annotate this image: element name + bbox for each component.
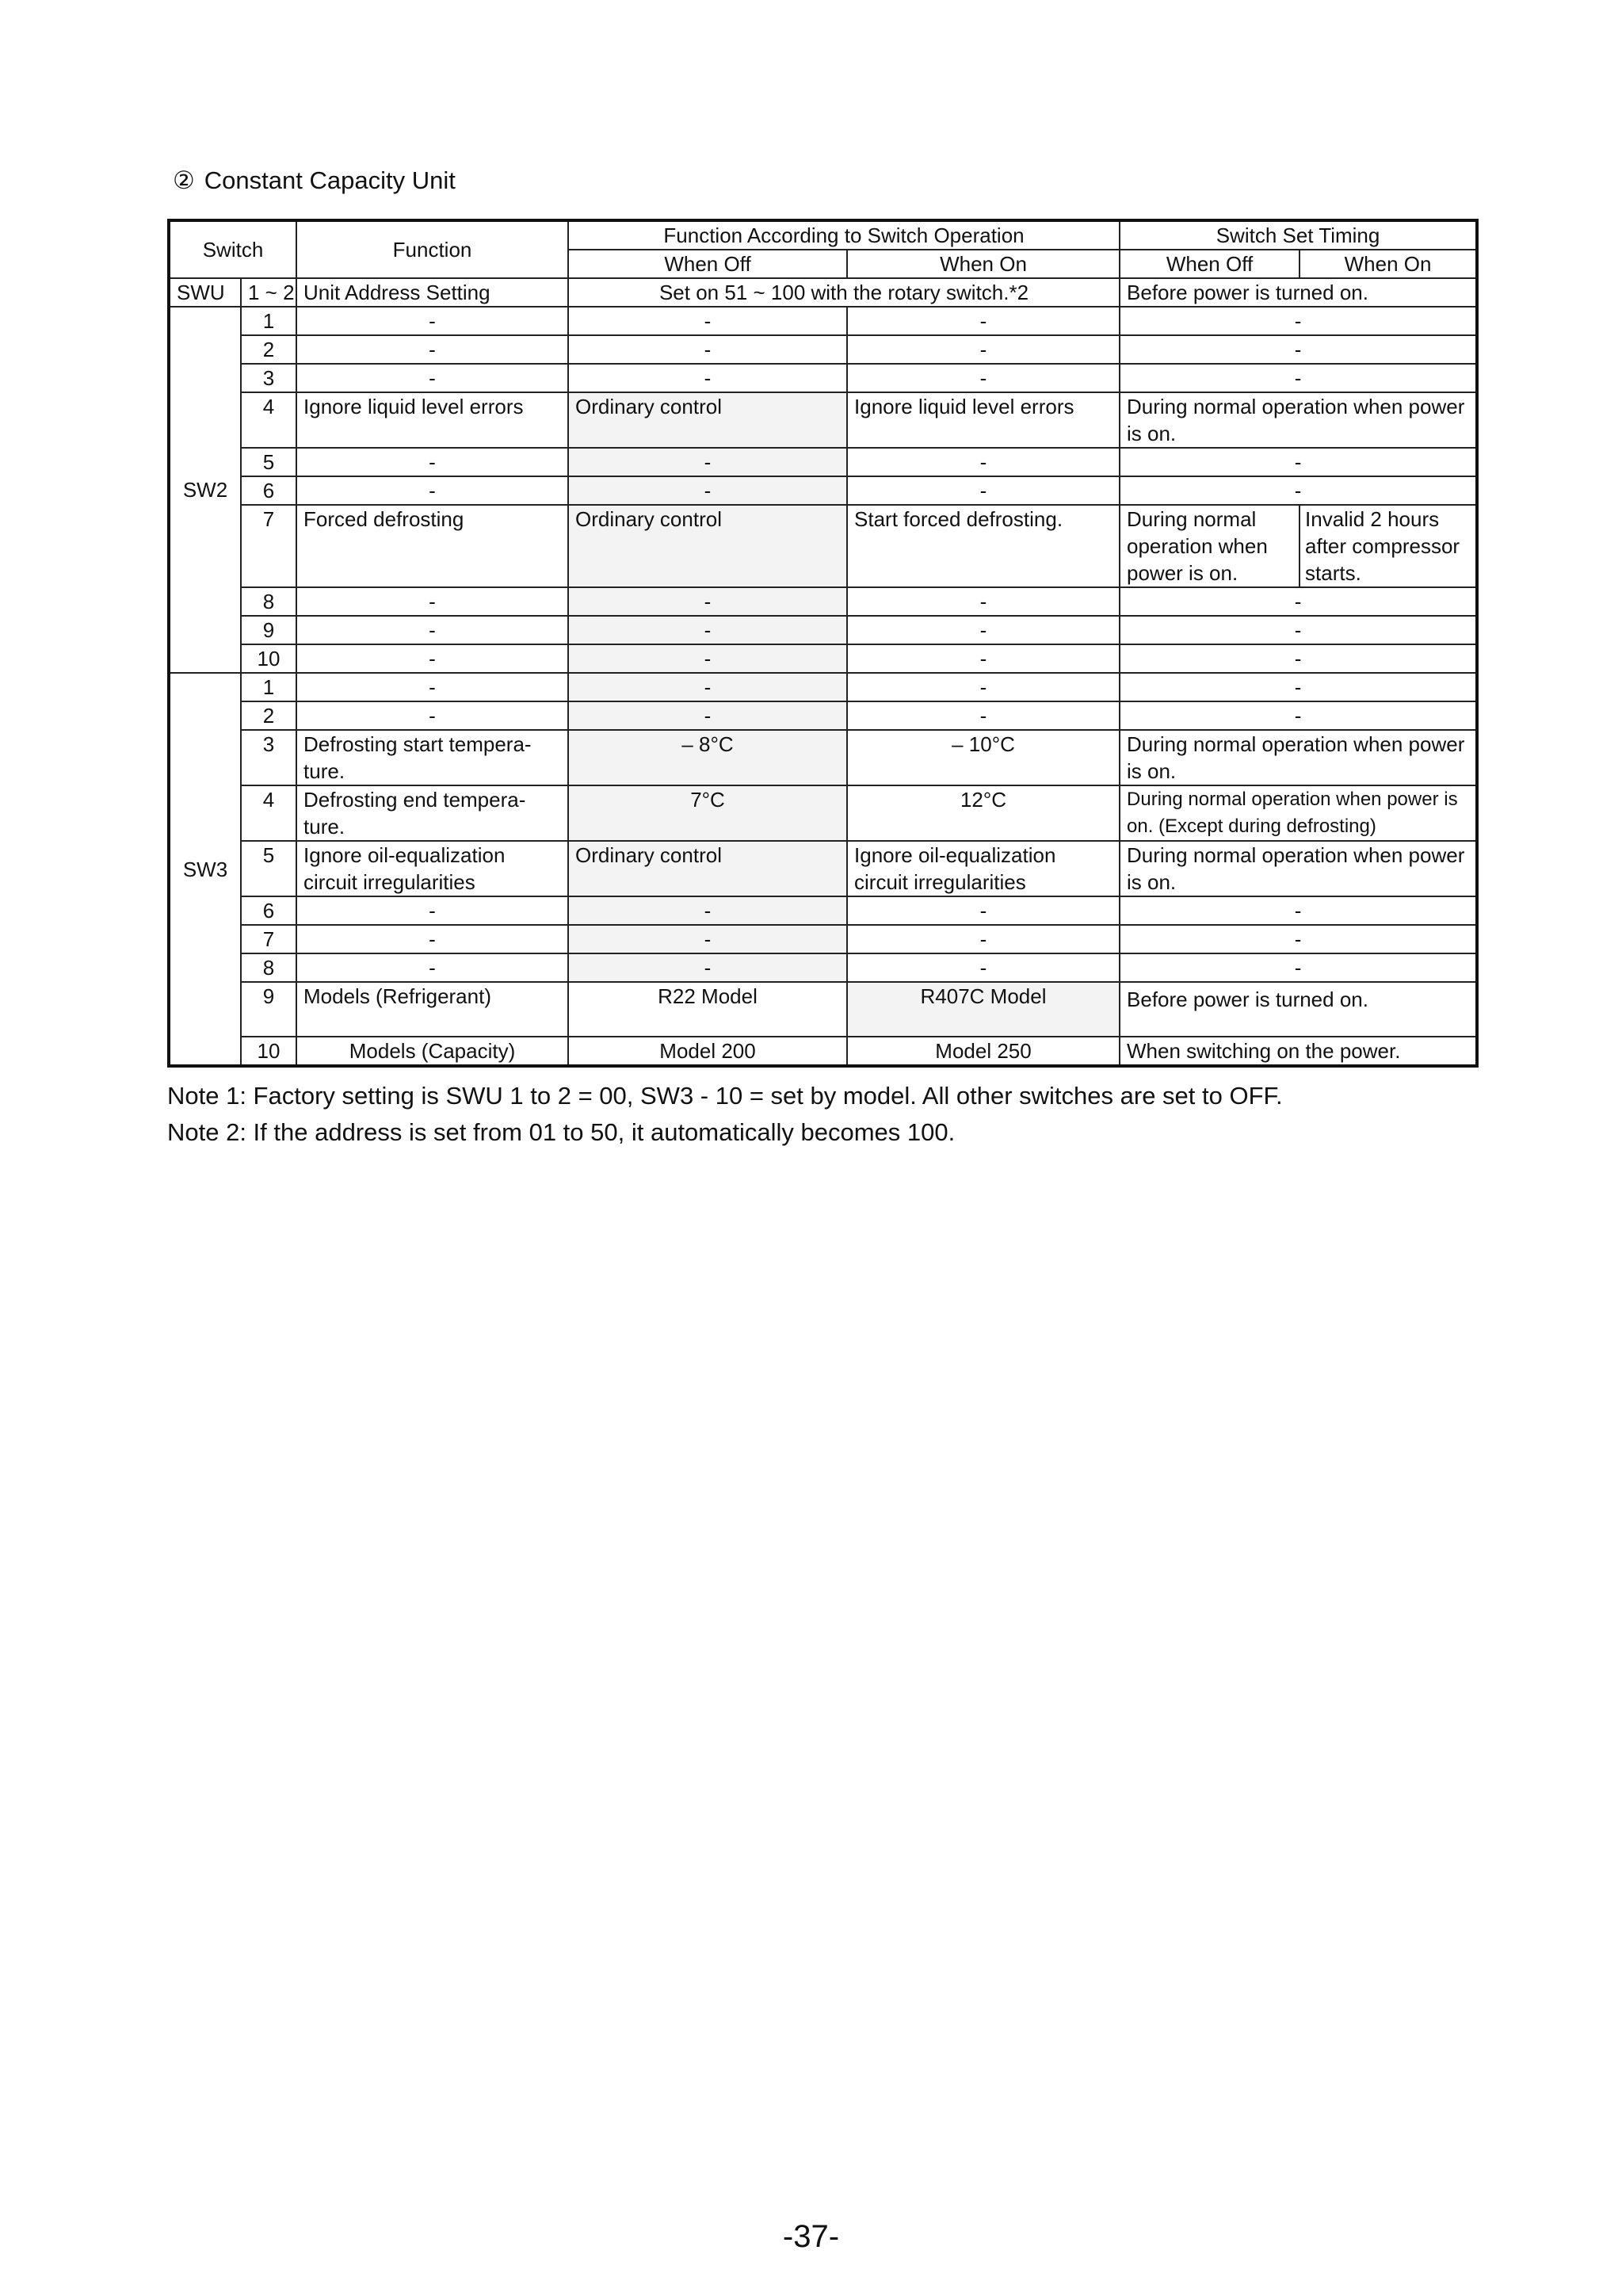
when-off-cell: Model 200 (568, 1037, 847, 1066)
switch-settings-table (167, 219, 1479, 1068)
switch-number: 1 ~ 2 (241, 278, 296, 307)
when-on-cell: - (847, 476, 1120, 505)
switch-number: 10 (241, 1037, 296, 1066)
when-off-cell: - (568, 953, 847, 982)
when-on-cell: - (847, 701, 1120, 730)
when-on-cell: - (847, 307, 1120, 335)
switch-group-label: SWU (169, 278, 241, 307)
when-on-cell: Ignore liquid level errors (847, 392, 1120, 448)
table-row (169, 1037, 1477, 1066)
timing-on-cell: Invalid 2 hours after compressor starts. (1300, 505, 1477, 587)
table-row (169, 982, 1477, 1037)
when-on-cell: - (847, 953, 1120, 982)
when-off-cell: - (568, 616, 847, 644)
timing-cell: During normal operation when power is on. (1120, 730, 1477, 785)
header-row (169, 220, 1477, 250)
function-cell: - (296, 701, 568, 730)
timing-cell: - (1120, 644, 1477, 673)
when-on-cell: - (847, 364, 1120, 392)
function-cell: - (296, 335, 568, 364)
function-cell: Defrosting start tempera-ture. (296, 730, 568, 785)
switch-group-label: SW2 (169, 307, 241, 673)
switch-group-label: SW3 (169, 673, 241, 1066)
table-row (169, 841, 1477, 896)
switch-number: 1 (241, 673, 296, 701)
when-on-cell: Model 250 (847, 1037, 1120, 1066)
when-on-cell: - (847, 335, 1120, 364)
switch-number: 6 (241, 476, 296, 505)
timing-cell: During normal operation when power is on. (Except during defrosting) (1120, 785, 1477, 841)
switch-number: 5 (241, 841, 296, 896)
when-off-cell: - (568, 673, 847, 701)
section-title: Constant Capacity Unit (204, 166, 456, 194)
switch-number: 8 (241, 587, 296, 616)
when-off-cell: - (568, 644, 847, 673)
when-on-cell: - (847, 587, 1120, 616)
function-cell: - (296, 616, 568, 644)
function-by-operation-header: Function According to Switch Operation (568, 220, 1120, 250)
note-1: Note 1: Factory setting is SWU 1 to 2 = 00, SW3 - 10 = set by model. All other switches are set to OFF. (167, 1082, 1283, 1110)
table-row (169, 953, 1477, 982)
when-on-cell: - (847, 925, 1120, 953)
switch-number: 8 (241, 953, 296, 982)
timing-off-cell: During normal operation when power is on. (1120, 505, 1300, 587)
function-cell: Ignore liquid level errors (296, 392, 568, 448)
timing-cell: - (1120, 364, 1477, 392)
table-row (169, 392, 1477, 448)
table-row (169, 476, 1477, 505)
when-on-cell: Start forced defrosting. (847, 505, 1120, 587)
notes (167, 1078, 1283, 1151)
when-off-cell: - (568, 364, 847, 392)
switch-number: 2 (241, 335, 296, 364)
timing-cell: - (1120, 925, 1477, 953)
table-row (169, 587, 1477, 616)
table-row (169, 785, 1477, 841)
when-off-cell: - (568, 925, 847, 953)
table-row (169, 616, 1477, 644)
timing-cell: - (1120, 896, 1477, 925)
function-cell: Ignore oil-equalization circuit irregularities (296, 841, 568, 896)
switch-number: 3 (241, 364, 296, 392)
when-on-cell: - (847, 616, 1120, 644)
switch-number: 1 (241, 307, 296, 335)
when-off-cell: - (568, 476, 847, 505)
timing-cell: - (1120, 448, 1477, 476)
timing-cell: During normal operation when power is on. (1120, 392, 1477, 448)
timing-cell: - (1120, 673, 1477, 701)
switch-number: 9 (241, 616, 296, 644)
when-on-header: When On (847, 250, 1120, 278)
function-cell: - (296, 644, 568, 673)
switch-number: 7 (241, 505, 296, 587)
table-row (169, 644, 1477, 673)
when-on-cell: - (847, 644, 1120, 673)
table-row (169, 505, 1477, 587)
timing-cell: - (1120, 476, 1477, 505)
when-on-cell: 12°C (847, 785, 1120, 841)
table-row (169, 673, 1477, 701)
function-cell: Models (Capacity) (296, 1037, 568, 1066)
switch-header: Switch (169, 220, 296, 278)
function-cell: - (296, 673, 568, 701)
timing-cell: Before power is turned on. (1120, 982, 1477, 1037)
timing-cell: - (1120, 587, 1477, 616)
note-2: Note 2: If the address is set from 01 to 50, it automatically becomes 100. (167, 1118, 956, 1146)
operation-cell: Set on 51 ~ 100 with the rotary switch.*2 (568, 278, 1120, 307)
function-cell: - (296, 587, 568, 616)
circled-number-marker: ② (173, 166, 195, 194)
when-on-cell: - (847, 896, 1120, 925)
when-off-cell: - (568, 587, 847, 616)
table-row (169, 307, 1477, 335)
table-row (169, 335, 1477, 364)
switch-number: 7 (241, 925, 296, 953)
when-off-cell: - (568, 335, 847, 364)
switch-number: 4 (241, 392, 296, 448)
when-off-cell: - (568, 701, 847, 730)
switch-number: 6 (241, 896, 296, 925)
switch-number: 4 (241, 785, 296, 841)
table-row (169, 925, 1477, 953)
function-header: Function (296, 220, 568, 278)
function-cell: Defrosting end tempera-ture. (296, 785, 568, 841)
when-off-cell: - (568, 448, 847, 476)
when-off-cell: R22 Model (568, 982, 847, 1037)
function-cell: - (296, 953, 568, 982)
table-row (169, 448, 1477, 476)
timing-cell: - (1120, 616, 1477, 644)
switch-set-timing-header: Switch Set Timing (1120, 220, 1477, 250)
function-cell: - (296, 448, 568, 476)
when-on-cell: Ignore oil-equalization circuit irregularities (847, 841, 1120, 896)
function-cell: - (296, 476, 568, 505)
when-off-cell: Ordinary control (568, 841, 847, 896)
timing-cell: - (1120, 953, 1477, 982)
when-on-cell: – 10°C (847, 730, 1120, 785)
timing-cell: - (1120, 701, 1477, 730)
when-on-cell: R407C Model (847, 982, 1120, 1037)
timing-cell: - (1120, 307, 1477, 335)
function-cell: - (296, 307, 568, 335)
timing-when-off-header: When Off (1120, 250, 1300, 278)
function-cell: Forced defrosting (296, 505, 568, 587)
when-off-cell: - (568, 307, 847, 335)
function-cell: - (296, 364, 568, 392)
switch-number: 5 (241, 448, 296, 476)
when-off-cell: Ordinary control (568, 505, 847, 587)
when-on-cell: - (847, 673, 1120, 701)
switch-number: 3 (241, 730, 296, 785)
function-cell: - (296, 925, 568, 953)
table-row (169, 896, 1477, 925)
switch-number: 10 (241, 644, 296, 673)
switch-number: 2 (241, 701, 296, 730)
function-cell: - (296, 896, 568, 925)
table-row (169, 701, 1477, 730)
when-off-cell: 7°C (568, 785, 847, 841)
timing-when-on-header: When On (1300, 250, 1477, 278)
when-off-header: When Off (568, 250, 847, 278)
page-number: -37- (782, 2219, 840, 2254)
switch-number: 9 (241, 982, 296, 1037)
table-row (169, 278, 1477, 307)
table-row (169, 364, 1477, 392)
when-off-cell: Ordinary control (568, 392, 847, 448)
timing-cell: Before power is turned on. (1120, 278, 1477, 307)
timing-cell: When switching on the power. (1120, 1037, 1477, 1066)
when-off-cell: - (568, 896, 847, 925)
table-row (169, 730, 1477, 785)
when-off-cell: – 8°C (568, 730, 847, 785)
function-cell: Unit Address Setting (296, 278, 568, 307)
section-heading (173, 166, 456, 195)
timing-cell: During normal operation when power is on. (1120, 841, 1477, 896)
timing-cell: - (1120, 335, 1477, 364)
when-on-cell: - (847, 448, 1120, 476)
function-cell: Models (Refrigerant) (296, 982, 568, 1037)
